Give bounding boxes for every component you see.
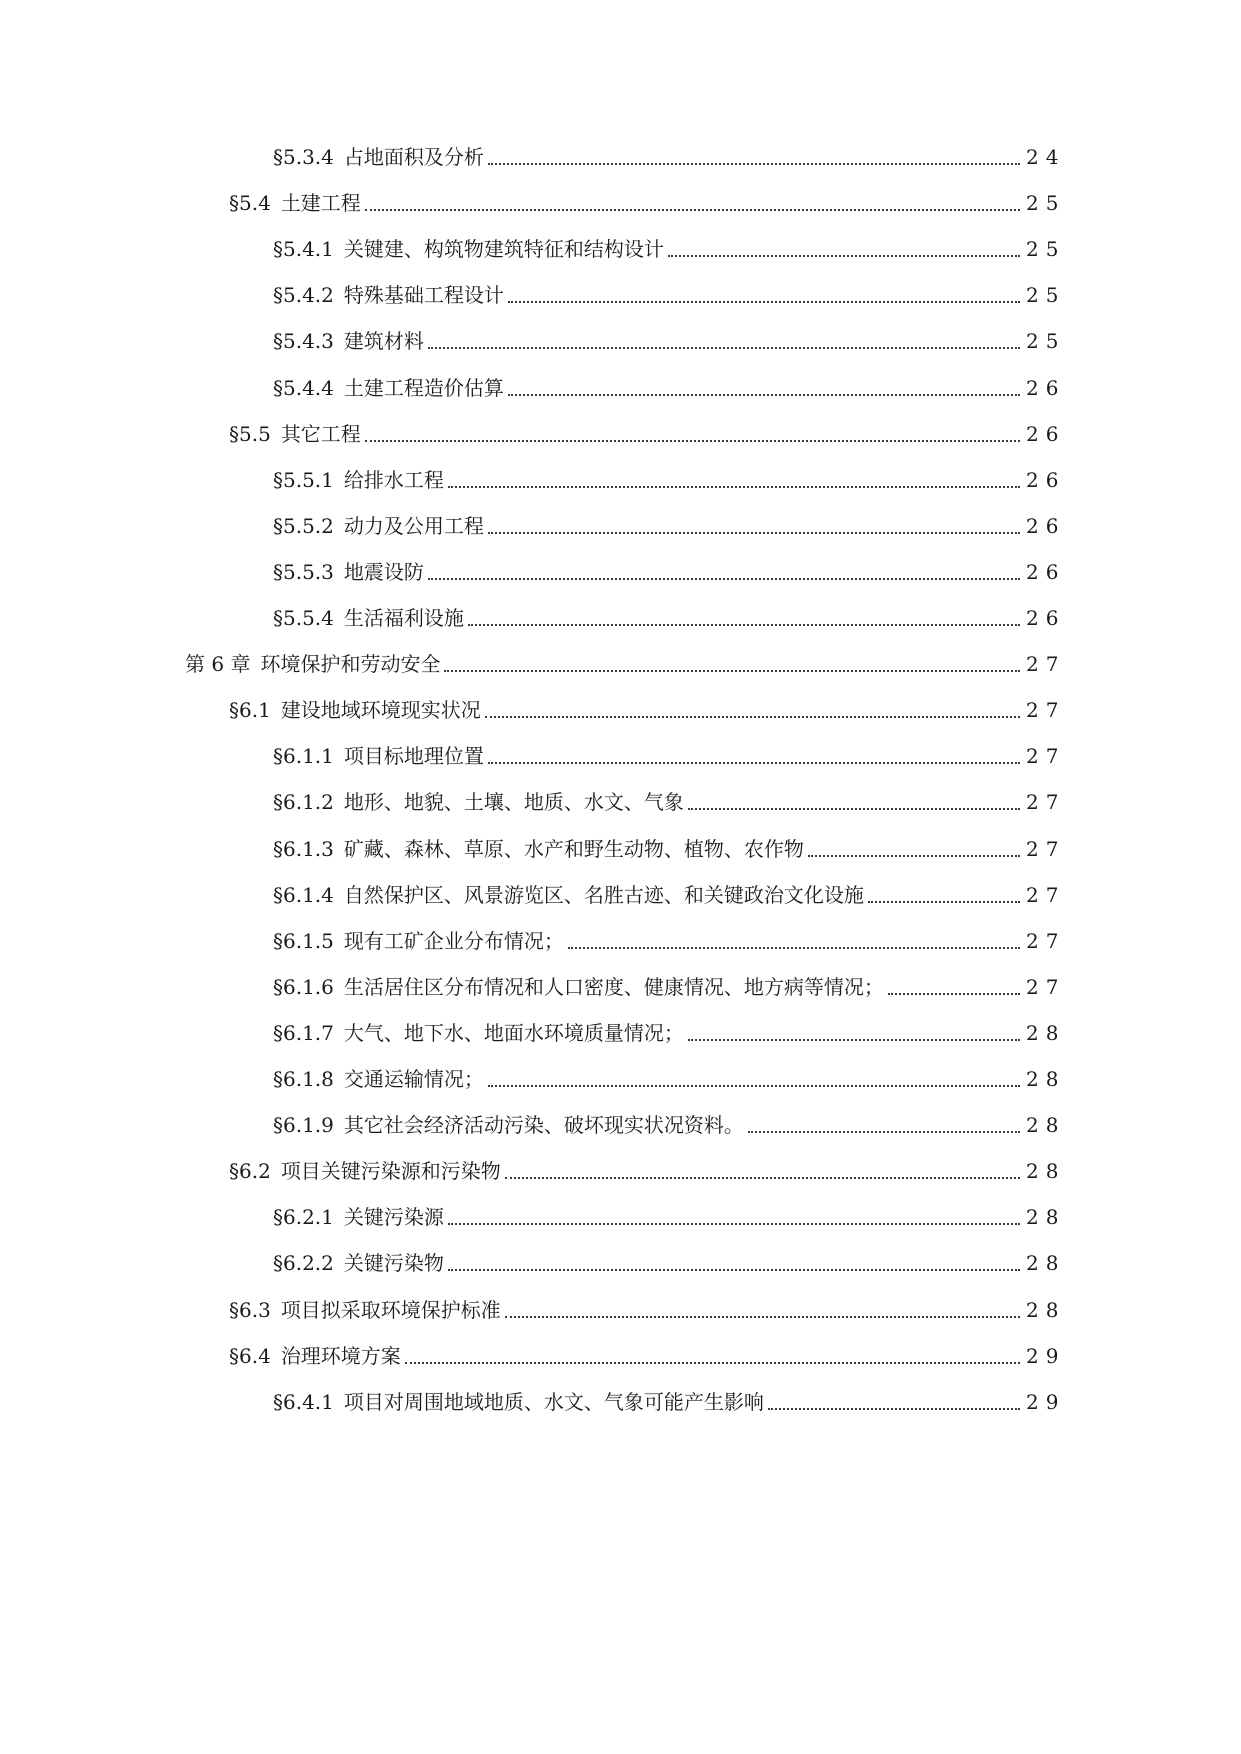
toc-page-number: 27 (1026, 929, 1066, 953)
toc-entry-title: 动力及公用工程 (343, 514, 484, 538)
toc-entry-label (273, 1018, 688, 1048)
toc-page-number: 27 (1026, 790, 1066, 814)
toc-entry-title: 治理环境方案 (280, 1344, 401, 1368)
toc-entry[interactable] (273, 373, 1066, 403)
toc-entry-label (273, 557, 428, 587)
toc-entry[interactable] (273, 1018, 1066, 1048)
toc-page-number: 24 (1026, 145, 1066, 169)
dot-leader (688, 1039, 1020, 1041)
toc-entry[interactable] (229, 695, 1066, 725)
dot-leader (488, 762, 1020, 764)
dot-leader (444, 670, 1020, 672)
toc-entry[interactable] (273, 234, 1066, 264)
toc-entry-number: §5.4 (229, 191, 271, 215)
dot-leader (508, 394, 1020, 396)
toc-entry-label (273, 834, 808, 864)
toc-entry-number: §5.4.4 (273, 376, 334, 400)
toc-entry[interactable] (273, 465, 1066, 495)
toc-entry[interactable] (273, 326, 1066, 356)
dot-leader (505, 1177, 1020, 1179)
toc-entry-label (273, 465, 448, 495)
dot-leader (808, 855, 1020, 857)
toc-entry-title: 大气、地下水、地面水环境质量情况； (343, 1021, 684, 1045)
dot-leader (365, 209, 1020, 211)
toc-entry-title: 其它社会经济活动污染、破坏现实状况资料。 (343, 1113, 744, 1137)
toc-page-number: 28 (1026, 1067, 1066, 1091)
toc-page-number: 27 (1026, 744, 1066, 768)
toc-entry-number: §6.1 (229, 698, 271, 722)
toc-page-number: 26 (1026, 376, 1066, 400)
toc-entry-number: §6.3 (229, 1298, 271, 1322)
dot-leader (428, 578, 1020, 580)
toc-page-number: 27 (1026, 837, 1066, 861)
toc-entry-title: 地形、地貌、土壤、地质、水文、气象 (343, 790, 684, 814)
toc-page-number: 25 (1026, 329, 1066, 353)
toc-entry[interactable] (229, 1156, 1066, 1186)
dot-leader (405, 1362, 1020, 1364)
toc-entry-label (273, 280, 508, 310)
toc-entry-number: §5.4.2 (273, 283, 334, 307)
toc-entry[interactable] (229, 419, 1066, 449)
toc-entry-title: 建设地域环境现实状况 (280, 698, 481, 722)
toc-entry-label (273, 142, 488, 172)
toc-entry-number: §6.1.2 (273, 790, 334, 814)
toc-entry-label (229, 188, 365, 218)
toc-entry-title: 关键建、构筑物建筑特征和结构设计 (343, 237, 664, 261)
dot-leader (448, 1269, 1020, 1271)
toc-page-number: 28 (1026, 1113, 1066, 1137)
toc-page-number: 25 (1026, 237, 1066, 261)
toc-entry-title: 其它工程 (280, 422, 361, 446)
dot-leader (505, 1316, 1020, 1318)
toc-entry-label (273, 373, 508, 403)
toc-entry[interactable] (273, 557, 1066, 587)
dot-leader (888, 993, 1020, 995)
toc-entry-title: 生活福利设施 (343, 606, 464, 630)
toc-entry-label (185, 649, 444, 679)
toc-entry-label (273, 234, 668, 264)
toc-entry-label (229, 419, 365, 449)
toc-page-number: 25 (1026, 191, 1066, 215)
toc-entry-label (273, 1387, 768, 1417)
toc-page-number: 28 (1026, 1205, 1066, 1229)
toc-entry[interactable] (273, 834, 1066, 864)
toc-entry[interactable] (273, 972, 1066, 1002)
toc-page-number: 26 (1026, 560, 1066, 584)
toc-page-number: 27 (1026, 698, 1066, 722)
toc-page-number: 29 (1026, 1344, 1066, 1368)
toc-entry-label (273, 511, 488, 541)
toc-entry-title: 环境保护和劳动安全 (260, 652, 441, 676)
dot-leader (568, 947, 1020, 949)
dot-leader (428, 347, 1020, 349)
dot-leader (688, 808, 1020, 810)
toc-entry-label (273, 741, 488, 771)
toc-page-number: 26 (1026, 468, 1066, 492)
toc-entry-number: §6.4 (229, 1344, 271, 1368)
toc-page-number: 27 (1026, 975, 1066, 999)
dot-leader (448, 486, 1020, 488)
dot-leader (668, 255, 1020, 257)
toc-entry-number: §5.5.3 (273, 560, 334, 584)
toc-page-number: 28 (1026, 1298, 1066, 1322)
toc-entry-label (273, 603, 468, 633)
toc-entry-number: §6.1.3 (273, 837, 334, 861)
toc-entry-number: §5.5.2 (273, 514, 334, 538)
dot-leader (365, 440, 1020, 442)
toc-entry[interactable] (185, 649, 1066, 679)
toc-entry[interactable] (273, 880, 1066, 910)
toc-entry[interactable] (273, 1248, 1066, 1278)
toc-entry-title: 现有工矿企业分布情况； (343, 929, 564, 953)
toc-entry-title: 自然保护区、风景游览区、名胜古迹、和关键政治文化设施 (343, 883, 864, 907)
toc-entry-title: 关键污染源 (343, 1205, 444, 1229)
toc-page-number: 26 (1026, 606, 1066, 630)
toc-entry-title: 土建工程造价估算 (343, 376, 504, 400)
toc-entry[interactable] (273, 511, 1066, 541)
dot-leader (868, 901, 1020, 903)
toc-page-number: 26 (1026, 422, 1066, 446)
toc-entry-label (273, 1110, 748, 1140)
toc-entry-title: 给排水工程 (343, 468, 444, 492)
toc-entry-title: 特殊基础工程设计 (343, 283, 504, 307)
toc-entry[interactable] (273, 1387, 1066, 1417)
dot-leader (488, 1085, 1020, 1087)
toc-entry-number: §6.1.9 (273, 1113, 334, 1137)
toc-entry-label (273, 326, 428, 356)
toc-entry-label (273, 1202, 448, 1232)
toc-entry-label (273, 787, 688, 817)
dot-leader (448, 1223, 1020, 1225)
toc-entry-title: 交通运输情况； (343, 1067, 484, 1091)
toc-entry[interactable] (229, 1295, 1066, 1325)
toc-entry-number: §6.1.1 (273, 744, 334, 768)
toc-entry-number: §5.5 (229, 422, 271, 446)
toc-entry-number: 第 6 章 (185, 652, 251, 676)
dot-leader (508, 301, 1020, 303)
toc-page-number: 28 (1026, 1251, 1066, 1275)
toc-entry[interactable] (273, 926, 1066, 956)
toc-entry-title: 项目拟采取环境保护标准 (280, 1298, 501, 1322)
dot-leader (485, 716, 1020, 718)
toc-entry-label (273, 926, 568, 956)
toc-entry-label (229, 695, 485, 725)
toc-page-number: 28 (1026, 1159, 1066, 1183)
toc-entry[interactable] (273, 1064, 1066, 1094)
toc-entry-number: §6.1.4 (273, 883, 334, 907)
toc-entry-title: 地震设防 (343, 560, 424, 584)
toc-entry[interactable] (273, 603, 1066, 633)
toc-page-number: 29 (1026, 1390, 1066, 1414)
toc-entry-label (229, 1341, 405, 1371)
toc-entry-title: 项目标地理位置 (343, 744, 484, 768)
toc-entry[interactable] (229, 1341, 1066, 1371)
toc-page-number: 25 (1026, 283, 1066, 307)
toc-entry[interactable] (273, 787, 1066, 817)
toc-entry-number: §6.1.6 (273, 975, 334, 999)
toc-page-number: 27 (1026, 652, 1066, 676)
toc-entry-number: §5.4.1 (273, 237, 334, 261)
toc-entry[interactable] (273, 280, 1066, 310)
toc-entry-title: 生活居住区分布情况和人口密度、健康情况、地方病等情况； (343, 975, 884, 999)
toc-entry-title: 项目关键污染源和污染物 (280, 1159, 501, 1183)
toc-entry[interactable] (273, 1202, 1066, 1232)
toc-entry-number: §5.5.4 (273, 606, 334, 630)
dot-leader (468, 624, 1020, 626)
toc-entry-number: §5.3.4 (273, 145, 334, 169)
toc-entry-label (273, 972, 888, 1002)
dot-leader (768, 1408, 1020, 1410)
toc-entry[interactable] (273, 142, 1066, 172)
toc-entry-title: 矿藏、森林、草原、水产和野生动物、植物、农作物 (343, 837, 804, 861)
toc-page-number: 26 (1026, 514, 1066, 538)
toc-page-number: 28 (1026, 1021, 1066, 1045)
toc-page-number: 27 (1026, 883, 1066, 907)
toc-entry-label (273, 1248, 448, 1278)
toc-entry-number: §6.4.1 (273, 1390, 334, 1414)
toc-entry[interactable] (273, 741, 1066, 771)
toc-entry-number: §5.5.1 (273, 468, 334, 492)
dot-leader (488, 532, 1020, 534)
toc-entry-title: 项目对周围地域地质、水文、气象可能产生影响 (343, 1390, 764, 1414)
dot-leader (488, 163, 1020, 165)
toc-entry-number: §6.2.1 (273, 1205, 334, 1229)
toc-entry-label (273, 880, 868, 910)
toc-entry-title: 建筑材料 (343, 329, 424, 353)
toc-entry-label (273, 1064, 488, 1094)
dot-leader (748, 1131, 1020, 1133)
toc-entry-title: 占地面积及分析 (343, 145, 484, 169)
toc-entry-number: §6.1.8 (273, 1067, 334, 1091)
toc-entry[interactable] (273, 1110, 1066, 1140)
toc-entry[interactable] (229, 188, 1066, 218)
toc-entry-number: §6.2.2 (273, 1251, 334, 1275)
toc-entry-number: §5.4.3 (273, 329, 334, 353)
toc-entry-label (229, 1295, 505, 1325)
toc-entry-title: 关键污染物 (343, 1251, 444, 1275)
toc-entry-number: §6.1.7 (273, 1021, 334, 1045)
toc-entry-label (229, 1156, 505, 1186)
toc-entry-title: 土建工程 (280, 191, 361, 215)
toc-entry-number: §6.2 (229, 1159, 271, 1183)
toc-entry-number: §6.1.5 (273, 929, 334, 953)
